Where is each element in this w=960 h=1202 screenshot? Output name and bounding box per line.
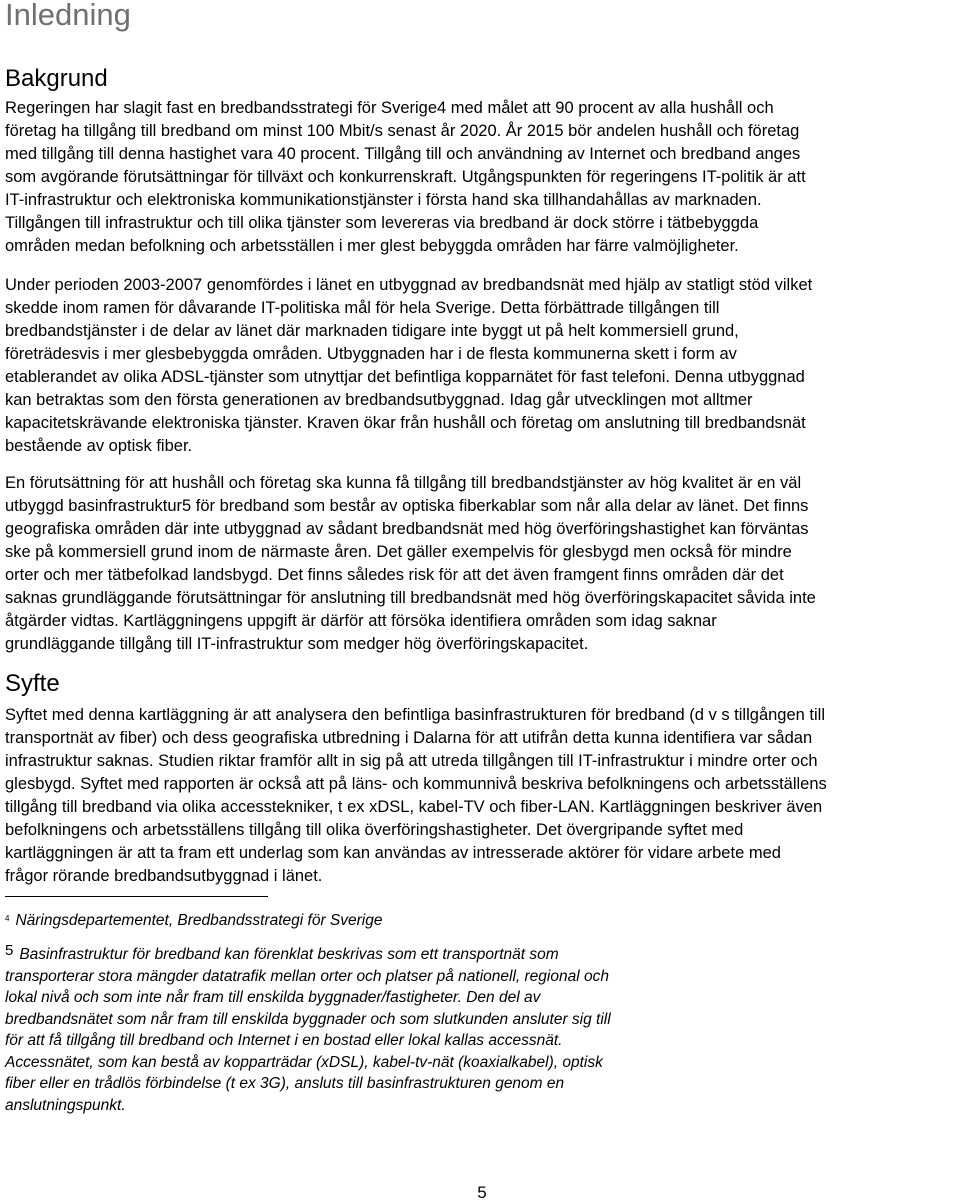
text-line: skedde inom ramen för dåvarande IT-politiska mål för hela Sverige. Detta förbättrade tillgången till xyxy=(5,299,720,317)
section-heading-bakgrund: Bakgrund xyxy=(5,65,108,92)
text-line: områden medan befolkning och arbetsställen i mer glest bebyggda områden har färre valmöjligheter. xyxy=(5,237,739,255)
text-line: infrastruktur saknas. Studien riktar framför allt in sig på att utreda tillgången till IT-infrastruktur i mindre orter och xyxy=(5,752,818,770)
text-line: utbyggd basinfrastruktur5 för bredband som består av optiska fiberkablar som når alla delar av länet. Det finns xyxy=(5,497,809,515)
footnote-line: för att få tillgång till bredband och Internet i en bostad eller lokal kallas accessnät. xyxy=(5,1032,563,1049)
footnote-marker: 4 xyxy=(5,914,10,923)
text-line: IT-infrastruktur och elektroniska kommunikationstjänster i första hand ska tillhandahållas av marknaden. xyxy=(5,191,762,209)
paragraph-bakgrund-3 xyxy=(5,472,955,656)
paragraph-bakgrund-2 xyxy=(5,274,955,458)
footnote-line xyxy=(5,908,905,932)
text-line: orter och mer tätbefolkad landsbygd. Det finns således risk för att det även framgent finns områden där det xyxy=(5,566,784,584)
footnote-line: transporterar stora mängder datatrafik mellan orter och platser på nationell, regional och xyxy=(5,967,609,985)
text-line: etablerandet av olika ADSL-tjänster som utnyttjar det befintliga kopparnätet för fast telefoni. Denna utbyggnad xyxy=(5,368,805,386)
text-line: kapacitetskrävande elektroniska tjänster. Kraven ökar från hushåll och företag om anslutning till bredbandsnät xyxy=(5,414,806,432)
section-heading-syfte: Syfte xyxy=(5,670,60,697)
text-line: glesbygd. Syftet med rapporten är också att på läns- och kommunnivå beskriva befolkningens och arbetsställens xyxy=(5,775,827,793)
text-line: ske på kommersiell grund inom de närmaste åren. Det gäller exempelvis för glesbygd men också för mindre xyxy=(5,543,792,561)
text-line: bredbandstjänster i de delar av länet där marknaden tidigare inte byggt ut på helt kommersiell grund, xyxy=(5,322,739,340)
text-line: kartläggningen är att ta fram ett underlag som kan användas av intresserade aktörer för vidare arbete med xyxy=(5,844,781,862)
footnote-line: fiber eller en trådlös förbindelse (t ex 3G), ansluts till basinfrastrukturen genom en xyxy=(5,1075,565,1092)
footnote-line: Accessnätet, som kan bestå av kopparträdar (xDSL), kabel-tv-nät (koaxialkabel), optisk xyxy=(5,1053,603,1071)
page-number: 5 xyxy=(477,1183,487,1202)
text-line: frågor rörande bredbandsutbyggnad i länet. xyxy=(5,867,323,885)
text-line: som avgörande förutsättningar för tillväxt och konkurrenskraft. Utgångspunkten för regeringens IT-politik är att xyxy=(5,168,806,186)
footnote-text: Näringsdepartementet, Bredbandsstrategi för Sverige xyxy=(15,912,383,929)
text-line: geografiska områden där inte utbyggnad av sådant bredbandsnät med hög överföringshastighet kan förväntas xyxy=(5,520,809,538)
footnote-text: Basinfrastruktur för bredband kan förenklat beskrivas som ett transportnät som xyxy=(19,946,559,963)
text-line: Regeringen har slagit fast en bredbandsstrategi för Sverige4 med målet att 90 procent av alla hushåll och xyxy=(5,99,774,117)
text-line: transportnät av fiber) och dess geografiska utbredning i Dalarna för att utifrån detta kunna identifiera var sådan xyxy=(5,729,813,747)
footnote-line: bredbandsnätet som når fram till enskilda byggnader och som slutkunden ansluter sig till xyxy=(5,1010,611,1028)
text-line: företag ha tillgång till bredband om minst 100 Mbit/s senast år 2020. År 2015 bör andelen hushåll och företag xyxy=(5,122,800,140)
footnote-line xyxy=(5,940,905,966)
text-line: med tillgång till denna hastighet vara 40 procent. Tillgång till och användning av Internet och bredband anges xyxy=(5,145,801,163)
text-line: Syftet med denna kartläggning är att analysera den befintliga basinfrastrukturen för bredband (d v s tillgången till xyxy=(5,706,825,724)
text-line: kan betraktas som den första generationen av bredbandsutbyggnad. Idag går utvecklingen mot alltmer xyxy=(5,391,753,409)
text-line: saknas grundläggande förutsättningar för anslutning till bredbandsnät med hög överföringskapacitet såvida inte xyxy=(5,589,816,607)
footnote-separator xyxy=(5,896,268,897)
text-line: tillgång till bredband via olika accesstekniker, t ex xDSL, kabel-TV och fiber-LAN. Kartläggningen beskriver även xyxy=(5,798,823,816)
text-line: åtgärder vidtas. Kartläggningens uppgift är därför att försöka identifiera områden som idag saknar xyxy=(5,612,717,630)
footnote-marker: 5 xyxy=(5,942,14,959)
paragraph-bakgrund-1 xyxy=(5,97,955,258)
text-line: bestående av optisk fiber. xyxy=(5,437,193,455)
paragraph-syfte-1 xyxy=(5,704,955,888)
text-line: En förutsättning för att hushåll och företag ska kunna få tillgång till bredbandstjänster av hög kvalitet är en väl xyxy=(5,474,802,492)
text-line: Under perioden 2003-2007 genomfördes i länet en utbyggnad av bredbandsnät med hjälp av statligt stöd vilket xyxy=(5,276,813,294)
text-line: befolkningens och arbetsställens tillgång till olika överföringshastigheter. Det övergripande syftet med xyxy=(5,821,744,839)
footnote-line: lokal nivå och som inte når fram till enskilda byggnader/fastigheter. Den del av xyxy=(5,989,541,1006)
footnote-5 xyxy=(5,940,905,1116)
text-line: grundläggande tillgång till IT-infrastruktur som medger hög överföringskapacitet. xyxy=(5,635,589,653)
text-line: Tillgången till infrastruktur och till olika tjänster som levereras via bredband är dock större i tätbebyggda xyxy=(5,214,759,232)
footnote-line: anslutningspunkt. xyxy=(5,1096,126,1114)
text-line: företrädesvis i mer glesbebyggda områden. Utbyggnaden har i de flesta kommunerna skett i form av xyxy=(5,345,737,363)
page-title: Inledning xyxy=(5,0,131,32)
footnote-4 xyxy=(5,908,905,932)
